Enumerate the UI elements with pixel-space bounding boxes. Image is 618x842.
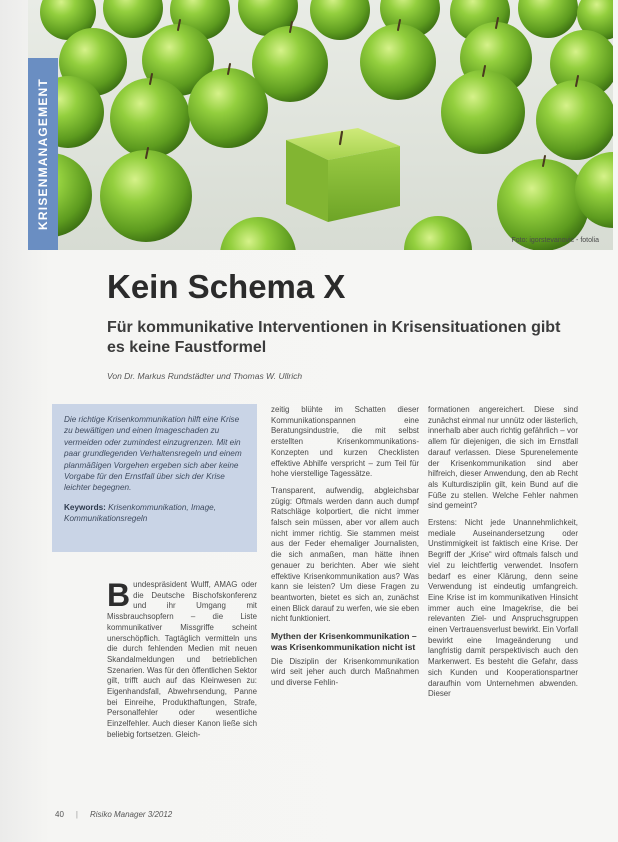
column-3 [428, 405, 578, 706]
section-tab [28, 58, 58, 250]
article-authors: Von Dr. Markus Rundstädter und Thomas W. Ullrich [107, 371, 303, 381]
column-3-paragraph-1: formationen angereichert. Diese sind zunächst einmal nur unnütz oder lästerlich, innerhalb aber auch richtig gefährlich – vor allem für diejenigen, die sich im Ernstfall darauf verlassen. Diese Spurenelemente der Krisenkommunikation sind aber hilfreich, dieser Anwendung, den ab Recht als Kulturdisziplin gilt, kein Bund auf die Füße zu stellen. Welche Fehler nahmen sind gemeint? [428, 405, 579, 511]
column-1 [107, 577, 257, 741]
keywords-list: Krisenkommunikation, Image, Kommunikationsregeln [64, 502, 216, 524]
article-subtitle: Für kommunikative Interventionen in Krisensituationen gibt es keine Faustformel [107, 319, 561, 356]
abstract-text: Die richtige Krisenkommunikation hilft eine Krise zu bewältigen und einen Imageschaden zu vermeiden oder zumindest einzugrenzen. Mit ein paar grundlegenden Verhaltensregeln und einem planmäßigen Vorgehen ergeben sich aber keine Vorgabe für den Ernstfall über sich der Krise leichter begegnen. [64, 415, 242, 493]
column-2 [271, 405, 419, 695]
column-3-paragraph-2: Erstens: Nicht jede Unannehmlichkeit, mediale Auseinandersetzung oder Unstimmigkeit ist faktisch eine Krise. Der Begriff der „Krise“ wird oftmals falsch und viel zu leichtfertig verwendet. Insofern bedarf es einer Klärung, denn seine Verwendung ist eindeutig umfangreich. Eine Krise ist im kommunikativen Hinsicht immer auch eine Imagekrise, die bei relevanten Ziel- und Anspruchsgruppen einen Vertrauensverlust bewirkt. Ein Vorfall bewirkt eine Imageänderung und langfristig damit perspektivisch auch den Markenwert. Es besteht die Gefahr, dass sich Kunden und Kooperationspartner daraufhin vom Unternehmen abwenden. Dieser [428, 518, 578, 699]
column-2-paragraph-1: zeitig blühte im Schatten dieser Kommunikationspannen eine Beratungsindustrie, die mit selbst erstellten Krisenkommunikations-Konzepten und kurzen Checklisten effektive Abhilfe verspricht – zum Teil für hohe vierstellige Tagessätze. [271, 405, 419, 479]
column-2-paragraph-3: Die Disziplin der Krisenkommunikation wird seit jeher auch durch Maßnahmen und diverse Fehlin- [271, 656, 419, 688]
image-credit: Foto: igorstevanovic - fotolia [511, 237, 599, 244]
footer-separator: | [75, 810, 78, 819]
keywords-label: Keywords: [64, 502, 106, 512]
keywords-line [64, 502, 245, 525]
drop-cap: B [107, 577, 131, 613]
hero-image-apples [28, 0, 613, 250]
page-number: 40 [55, 810, 64, 819]
section-heading-myths: Mythen der Krisenkommunikation – was Krisenkommunikation nicht ist [271, 631, 417, 652]
green-cube-apple [286, 128, 400, 222]
section-tab-label: KRISENMANAGEMENT [36, 78, 50, 230]
column-1-text: undespräsident Wulff, AMAG oder die Deutsche Bischofskonferenz und ihr Umgang mit Missbrauchsopfern – die Liste kommunikativer Missgriffe scheint unerschöpflich. Tagtäglich vermitteln uns die durch fehlenden Medien mit neuen Skandalmeldungen und betrieblichen Szenarien. Was für den öffentlichen Sektor gilt, trifft auch auf das Kleinwesen zu: Eigenhandsfall, Abwehrsendung, Panne bei Einreihe, Produkthaftungen, Strafe, Personalfehler oder wesentliche Einzelfehler. Auch dieser Kanon ließe sich beliebig fortsetzen. Gleich- [107, 580, 257, 739]
apples-illustration [28, 0, 613, 250]
page-footer [55, 810, 172, 819]
publication-name: Risiko Manager 3/2012 [89, 810, 173, 819]
column-2-paragraph-2: Transparent, aufwendig, abgleichsbar zügig: Oftmals werden dann auch dumpf Ratschläge kolportiert, die nicht immer falsch sein müssen, aber vor allem auch nicht immer richtig. Sie stammen meist aus der Feder ehemaliger Journalisten, die sich anmaßen, man hätte ihnen genauer zu berichten. Aber wie sieht effektive Krisenkommunikation aus? Was kann sie leisten? Um diese Fragen zu beantworten, bietet es sich an, zunächst einen Blick darauf zu werfen, wie sie eben nicht funktioniert. [271, 485, 419, 624]
abstract-box [52, 404, 257, 552]
article-title: Kein Schema X [107, 268, 346, 305]
